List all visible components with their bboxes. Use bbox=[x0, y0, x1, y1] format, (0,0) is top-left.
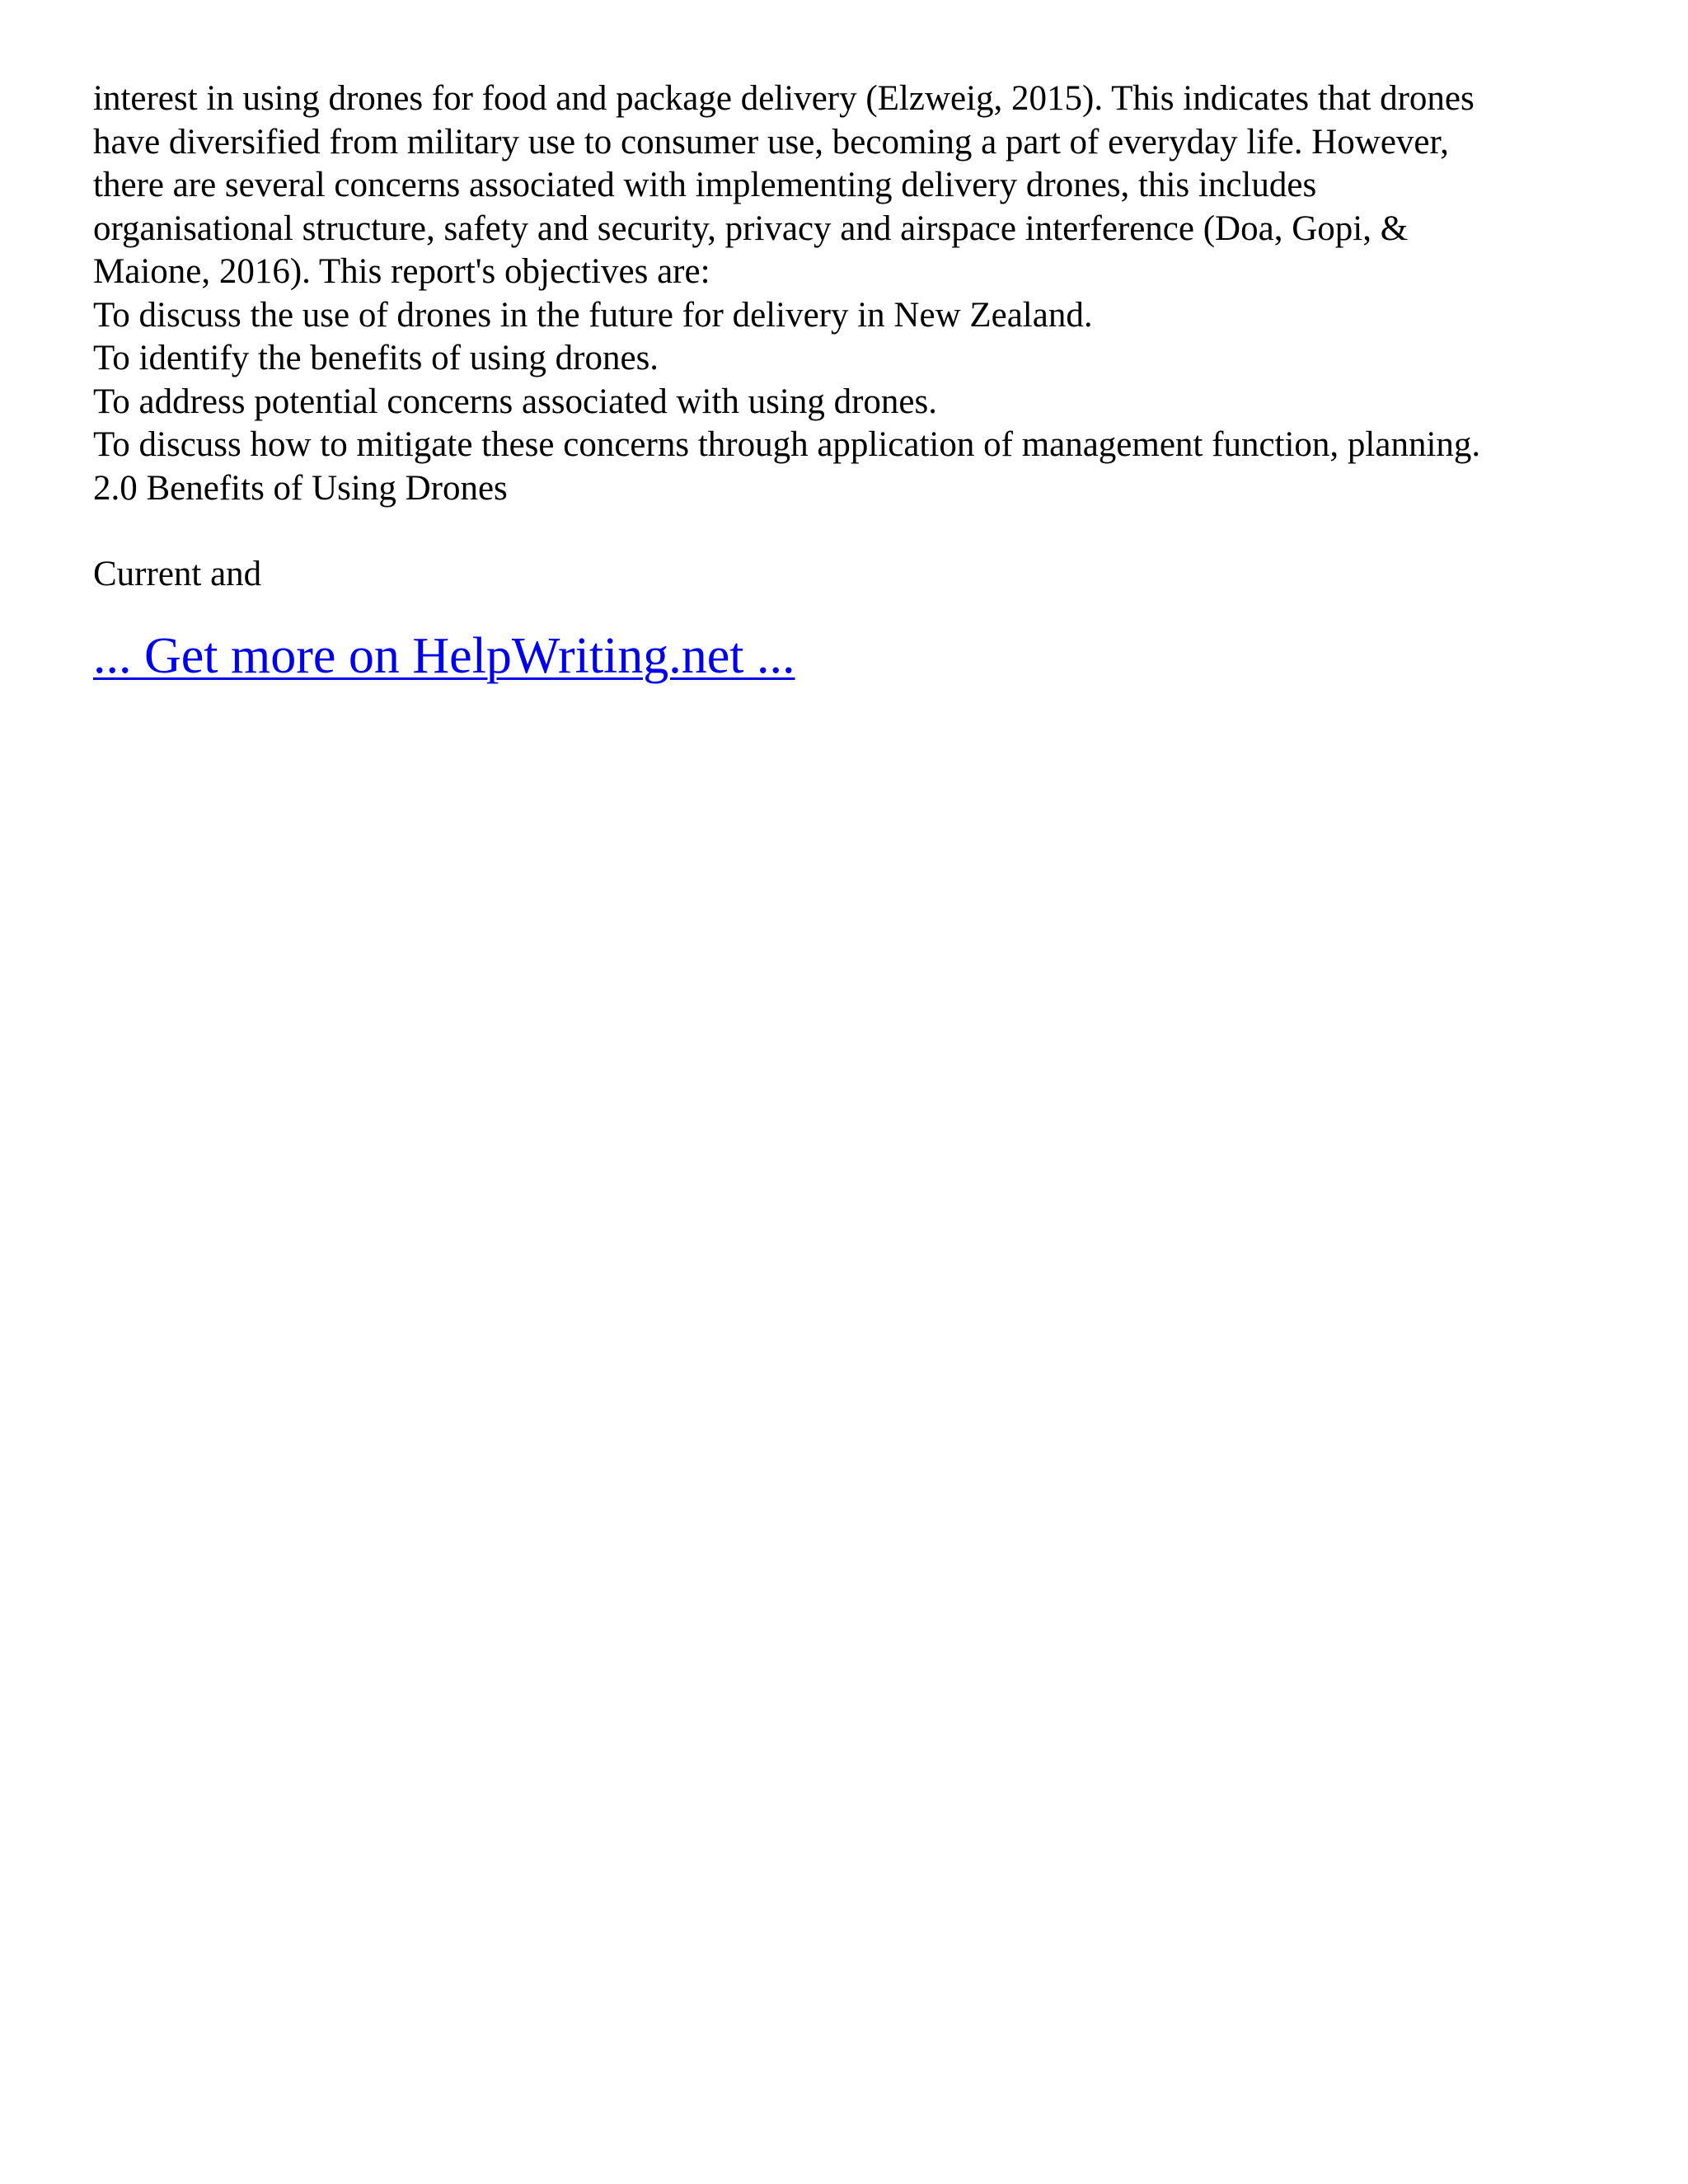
objective-item: To discuss how to mitigate these concerns through application of management function, planning. bbox=[93, 425, 1481, 464]
objective-item: To discuss the use of drones in the future for delivery in New Zealand. bbox=[93, 295, 1093, 335]
document-page bbox=[93, 77, 1643, 686]
trailing-text: Current and bbox=[93, 555, 262, 593]
objective-item: To identify the benefits of using drones. bbox=[93, 339, 659, 377]
objectives-list bbox=[93, 294, 1643, 467]
section-heading: 2.0 Benefits of Using Drones bbox=[93, 468, 508, 508]
intro-paragraph bbox=[93, 77, 1643, 294]
objective-item: To address potential concerns associated with using drones. bbox=[93, 382, 937, 421]
intro-line: interest in using drones for food and package delivery (Elzweig, 2015). This indicates that drones bbox=[93, 79, 1475, 118]
paragraph-gap bbox=[93, 510, 1643, 553]
intro-line: organisational structure, safety and security, privacy and airspace interference (Doa, Gopi, & bbox=[93, 209, 1409, 248]
intro-line: there are several concerns associated with implementing delivery drones, this includes bbox=[93, 166, 1317, 204]
intro-line: Maione, 2016). This report's objectives are: bbox=[93, 252, 710, 291]
get-more-link[interactable]: ... Get more on HelpWriting.net ... bbox=[93, 627, 795, 684]
intro-line: have diversified from military use to consumer use, becoming a part of everyday life. However, bbox=[93, 122, 1449, 162]
